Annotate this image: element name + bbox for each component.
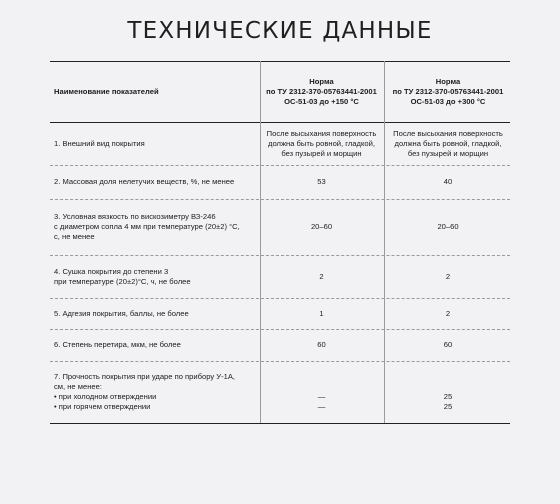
tech-data-table bbox=[50, 61, 510, 424]
table-row-value-150: После высыхания поверхность должна быть ровной, гладкой, без пузырей и морщин bbox=[266, 128, 377, 158]
table-row-value-300: После высыхания поверхность должна быть ровной, гладкой, без пузырей и морщин bbox=[393, 128, 503, 158]
header-norm-150: Норма по ТУ 2312-370-05763441-2001 ОС-51-03 до +150 °С bbox=[266, 76, 377, 106]
table-row-value-150: 60 bbox=[317, 340, 326, 349]
header-norm-300: Норма по ТУ 2312-370-05763441-2001 ОС-51-03 до +300 °С bbox=[392, 76, 504, 106]
table-row-name: 5. Адгезия покрытия, баллы, не более bbox=[54, 308, 189, 318]
table-row-value-150: 1 bbox=[319, 308, 324, 318]
table-row-name: 2. Массовая доля нелетучих веществ, %, не менее bbox=[54, 177, 235, 186]
table-row-value-300: 25 25 bbox=[443, 392, 453, 411]
table-row-value-300: 60 bbox=[443, 340, 453, 349]
table-row-name: 3. Условная вязкость по вискозиметру ВЗ-246 с диаметром сопла 4 мм при температуре (20±2) °С, с, не менее bbox=[54, 212, 240, 241]
table-row-value-150: 2 bbox=[319, 271, 324, 281]
header-indicator-name: Наименование показателей bbox=[54, 86, 159, 96]
table-row-name: 4. Сушка покрытия до степени 3 при температуре (20±2)°С, ч, не более bbox=[54, 266, 191, 286]
page-title: ТЕХНИЧЕСКИЕ ДАННЫЕ bbox=[127, 18, 433, 44]
table-row-name: 6. Степень перетира, мкм, не более bbox=[54, 340, 181, 349]
table-row-value-300: 20–60 bbox=[437, 222, 459, 231]
table-row-value-150: — — bbox=[317, 392, 326, 411]
table-row-value-150: 53 bbox=[317, 177, 326, 186]
table-row-value-300: 40 bbox=[443, 177, 453, 186]
table-bottom-border bbox=[50, 423, 510, 424]
column-divider bbox=[384, 61, 385, 423]
table-row-value-300: 2 bbox=[445, 271, 451, 281]
table-row-value-300: 2 bbox=[445, 308, 451, 318]
table-row-value-150: 20–60 bbox=[310, 222, 333, 231]
table-row-name: 1. Внешний вид покрытия bbox=[54, 138, 145, 148]
table-row-name: 7. Прочность покрытия при ударе по прибору У-1А, см, не менее: • при холодном отверждении • при горячем отверждении bbox=[54, 372, 236, 411]
